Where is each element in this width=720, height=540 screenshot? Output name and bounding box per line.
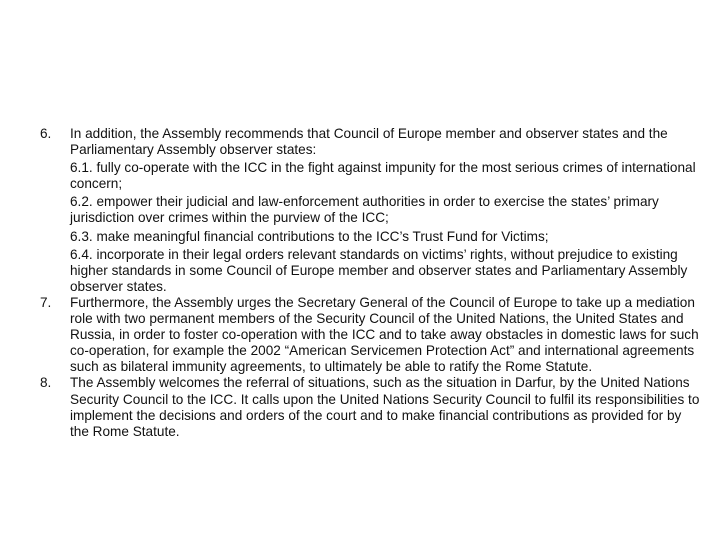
document-body [40, 126, 700, 440]
paragraph-number: 7. [40, 294, 52, 310]
paragraph-text: The Assembly welcomes the referral of situations, such as the situation in Darfur, by the United Nations Security Council to the ICC. It calls upon the United Nations Security Council to fulfil its responsibilities to implement the decisions and orders of the court and to make financial contributions as provided for by the Rome Statute. [70, 375, 700, 439]
paragraph-8 [40, 375, 700, 439]
subparagraph-6-2: 6.2. empower their judicial and law-enforcement authorities in order to exercise the states’ primary jurisdiction over crimes within the purview of the ICC; [70, 194, 659, 226]
paragraph-text: Furthermore, the Assembly urges the Secretary General of the Council of Europe to take up a mediation role with two permanent members of the Security Council of the United Nations, the United States and Russia, in order to foster co-operation with the ICC and to take away obstacles in domestic laws for such co-operation, for example the 2002 “American Servicemen Protection Act” and international agreements such as bilateral immunity agreements, to ultimately be able to ratify the Rome Statute. [70, 294, 699, 375]
paragraph-6 [40, 126, 700, 295]
paragraph-number: 6. [40, 126, 52, 141]
paragraph-text: In addition, the Assembly recommends that Council of Europe member and observer states and the Parliamentary Assembly observer states: [70, 126, 668, 158]
paragraph-7 [40, 295, 700, 375]
paragraph-number: 8. [40, 375, 52, 391]
subparagraph-6-3: 6.3. make meaningful financial contributions to the ICC’s Trust Fund for Victims; [70, 228, 549, 244]
subparagraph-6-4: 6.4. incorporate in their legal orders relevant standards on victims’ rights, without prejudice to existing higher standards in some Council of Europe member and observer states and Parliamentary Assembly observer states. [70, 246, 688, 294]
subparagraph-6-1: 6.1. fully co-operate with the ICC in the fight against impunity for the most serious crimes of international concern; [70, 160, 696, 192]
